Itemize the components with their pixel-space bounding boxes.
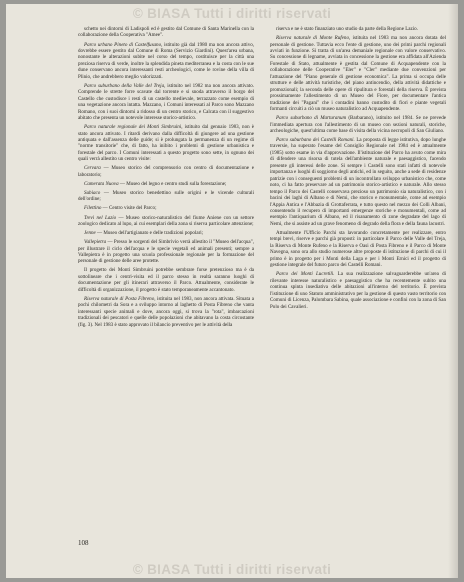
paragraph-text: — Museo storico-naturalistico del fiume Aniene con un settore zoologico dedicato al lupo, ai cui esemplari della zona si riserva particolare attenzione;	[78, 214, 254, 227]
paragraph-text: — Museo dell'artigianato e delle tradizioni popolari;	[95, 230, 204, 237]
paragraph-text: istituito dal gennaio 1983, non è stato ancora attivato. I ritardi derivano dalla difficoltà di giungere ad una gestione antiquata e dall'assenza delle guide; si è prolungata la permanenza di un regime di "norme transitorie" che, di fatto, ha inibito i problemi di gestione urbanistica e forestale del parco. I Comuni interessati a questo progetto sono sette, in ognuno dei quali verrà allestito un centro visite:	[78, 124, 254, 163]
left-column-paragraph	[78, 26, 254, 39]
right-column-paragraph	[270, 230, 446, 269]
paragraph-text: istituita nel 1983, non ancora attivata. Situata a pochi chilometri da Sora e a sviluppo intorno al laghetto di Posta Fibreno che vanta interessanti specie animali e dove, ancora oggi, si trova la "rota", imbarcazioni tradizionali dei pescatori e quelle delle popolazioni che abitavano la costa circostante (fig. 3). Nel 1983 è stato approvato il bilancio preventivo per le attività della	[78, 295, 254, 328]
paragraph-lead: Trevi nel Lazio	[84, 214, 117, 221]
left-column-paragraph	[78, 42, 254, 81]
paragraph-text: — Museo storico benedettino sulle origini e le vicende culturali dell'ordine;	[78, 189, 254, 203]
paragraph-text: schetto nei dintorni di Ladispoli ed è gestito dal Comune di Santa Marinella con la collaborazione della Cooperativa "Amee".	[78, 26, 254, 39]
left-column-paragraph	[78, 230, 254, 236]
paragraph-lead: Jenne	[84, 230, 96, 237]
paragraph-text: — Museo storico del comprensorio con centro di documentazione e laboratorio;	[78, 165, 254, 178]
paragraph-text: Il progetto dei Monti Simbruini potrebbe sembrare forse pretenzioso ma è da sottolineare che i centri-visita ed il parco stesso in realtà saranno luoghi di documentazione per gli itinerari attraverso il Parco. Attualmente, considerate le difficoltà di organizzazione, il progetto è stato temporaneamente accantonato.	[78, 267, 254, 293]
paragraph-text: — Centro visite del Parco;	[101, 205, 157, 212]
paragraph-lead: Filettino	[84, 205, 102, 212]
paragraph-text: Attualmente l'Ufficio Parchi sta lavorando concretamente per realizzare, entro tempi brevi, riserve e parchi già proposti: in particolare il Parco delle Valle del Treja, la Riserva di Monte Rufeno e la Riserva e Oasi di Posta Fibreno e il Parco di Monte Navegna, sono ora allo studio numerose altre proposte di istituzione di parchi di cui il primo è in progetto per i Monti della Laga e per i Monti Ernici ed il progetto di gestione integrale del futuro parco dei Castelli Romani.	[270, 229, 446, 269]
paragraph-lead: Subiaco	[84, 189, 101, 196]
left-column-paragraph	[78, 267, 254, 293]
right-column-paragraph	[270, 35, 446, 112]
paragraph-lead: Parco suburbano della Valle del Treja,	[84, 82, 166, 89]
paragraph-text: istituito nel 1982 ma non ancora attivato. Comprende le strette forre scavate dal torrente e si snoda attraverso il borgo del Castello che custodisce i resti di un castello medievale, terrazzato come esempio di una vegetazione ancora intatta. Mazzano, i Comuni interessati al Parco sono Mazzano Romano, con i suoi dintorni a ridosso di un centro storico, e Calcata con il suggestivo abitato che presenta un notevole interesse storico-artistico.	[78, 82, 254, 122]
right-column-paragraph	[270, 271, 446, 310]
left-column	[78, 26, 254, 546]
paragraph-text: istituita nel 1983 ma non ancora dotata del personale di gestione. Tuttavia ecco l'ente di gestione, uno dei primi parchi regionali avviati in funzione. Si tratta di un'area demaniale regionale con valore conservativo. Su concessione di legname, avviata in concessione la gestione era affidata all'Azienda Forestale di Stato, attualmente è gestita dal Comune di Acquapendente con la collaborazione delle Cooperative "Eler" e "Cler" mediante due convenzioni per l'attuazione del "Piano generale di gestione economica". La prima si occupa delle strutture e delle attività turistiche, del piano antincendio, della attività didattiche e promozionali; la seconda delle opere di ripulitura e forestali della riserva. È prevista prossimamente l'allestimento di un Museo del Fiore, per documentare l'antica tradizione dei "Pagani" che i contadini hanno custodito di fiori e piante vegetali formanti circuiti a ciò un museo naturalistico ad Acquapendente.	[270, 35, 446, 113]
paragraph-text: (Barbarano), istituito nel 1984. Se ne prevede l'immediata apertura con l'allestimento di un museo con sezioni naturali, storiche, archeologiche, quest'ultima come base di visita della vicina necropoli di San Giuliano.	[270, 115, 446, 134]
left-column-paragraph	[78, 83, 254, 122]
left-column-paragraph	[78, 181, 254, 187]
paragraph-lead: Riserva naturale di Monte Rufeno,	[276, 35, 351, 42]
paragraph-text: riserva e ne è stato finanziato uno studio da parte della Regione Lazio.	[276, 26, 418, 32]
paragraph-text: — Presso le sorgenti del Simbrivio verrà allestito il "Museo dell'acqua", per illustrare il ciclo dell'acqua e le specie vegetali ed animali presenti; sempre a Vallepietra è in progetto una scuola professionale regionale per la formazione del personale di gestione delle aree protette.	[78, 239, 254, 265]
paragraph-lead: Vallepietra	[84, 239, 107, 246]
paragraph-lead: Cervara	[84, 165, 101, 172]
left-column-paragraph	[78, 124, 254, 163]
paragraph-lead: Parco suburbano dei Castelli Romani.	[276, 137, 355, 144]
watermark-top: © BIASA Tutti i diritti riservati	[132, 6, 332, 21]
right-column	[270, 26, 446, 546]
right-column-paragraph	[270, 137, 446, 227]
page-edge-shadow	[448, 4, 458, 578]
paragraph-lead: Parco suburbano di Marturanum	[276, 115, 347, 122]
scanned-page	[6, 4, 458, 578]
text-columns	[78, 26, 446, 546]
left-column-paragraph	[78, 296, 254, 328]
left-column-paragraph	[78, 190, 254, 203]
left-column-paragraph	[78, 215, 254, 228]
watermark-bottom: © BIASA Tutti i diritti riservati	[132, 562, 332, 577]
paragraph-text: — Museo del legno e centro studi sulla forestazione;	[118, 180, 227, 187]
paragraph-lead: Parco urbano Pineto di Castelfusano,	[84, 41, 163, 48]
paragraph-lead: Parco naturale regionale dei Monti Simbruini,	[84, 124, 183, 131]
left-column-paragraph	[78, 239, 254, 265]
left-column-paragraph	[78, 165, 254, 178]
right-column-paragraph	[270, 115, 446, 134]
page-number: 108	[78, 539, 89, 547]
right-column-paragraph	[270, 26, 446, 32]
paragraph-lead: Camerata Nuova	[84, 180, 119, 187]
paragraph-text: La proposta di legge istitutiva, dopo lunghe traversie, ha superato l'esame del Consiglio Regionale nel 1984 ed è attualmente (1985) sotto esame in via d'approvazione. Il'istituzione del Parco ha avuto come mira di difendere una risorsa di tutela dell'ambiente naturale e paesaggistico, facendo presente gli interessi delle zone. Si sempre i Castelli sono stati infatti di notevole importanza e luoghi di soggiorno degli antichi, ed in seguito, anche a sede di residenze patrizie con i conseguenti problemi di un incontrollato sviluppo urbanistico che, come noto, ci ha fatto preservare ad un patrimonio storico-artistico e naturale. Allo stesso tempo il Parco dei Castelli conservava prezioso un patrimonio sia naturalistico, con i bacini dei laghi di Albano e di Nemi, che storico e monumentale, come ad esempio l'Appia Antica e l'Abbazia di Grottaferrata, e tutto questo nel mezzo dei Colli Albani, consentendo il recupero di importanti emergenze storiche e monumentali, come ad esempio l'antiquarium di Albano, ed il risanamento di zone degradate del lago di Nemi, che si assiste ad un grave fenomeno di degrado della flora e della fauna lacustri.	[270, 137, 446, 227]
paragraph-text: La sua realizzazione salvaguarderebbe un'area di rilevante interesse naturalistico e paesaggistico che ha recentemente subito una continua spinta insediativa delle abitazioni all'interno del territorio. È prevista l'istituzione di uno Statuto amministrativo per la gestione di questo vasto territorio con Comuni di Licenza, Palombara Sabina, quale associazione e confini con la zona di San Polo dei Cavalieri.	[270, 271, 446, 310]
left-column-paragraph	[78, 205, 254, 211]
paragraph-text: istituito già dal 1980 ma non ancora attivo, dovrebbe essere gestito dal Comune di Roma (Servizio Giardini). Quest'area urbana, nonostante le alterazioni subite nel corso del tempo, costituisce per la città una preziosa riserva di verde, inoltre la splendida pineta mediterranea e la costa con le sue dune conservano ancora interessanti resti archeologici, come le rovine della villa di Plinio, che andrebbero meglio valorizzati.	[78, 41, 254, 80]
paragraph-lead: Riserva naturale di Posta Fibreno,	[84, 295, 156, 302]
paragraph-lead: Parco dei Monti Lucretili.	[276, 271, 335, 278]
